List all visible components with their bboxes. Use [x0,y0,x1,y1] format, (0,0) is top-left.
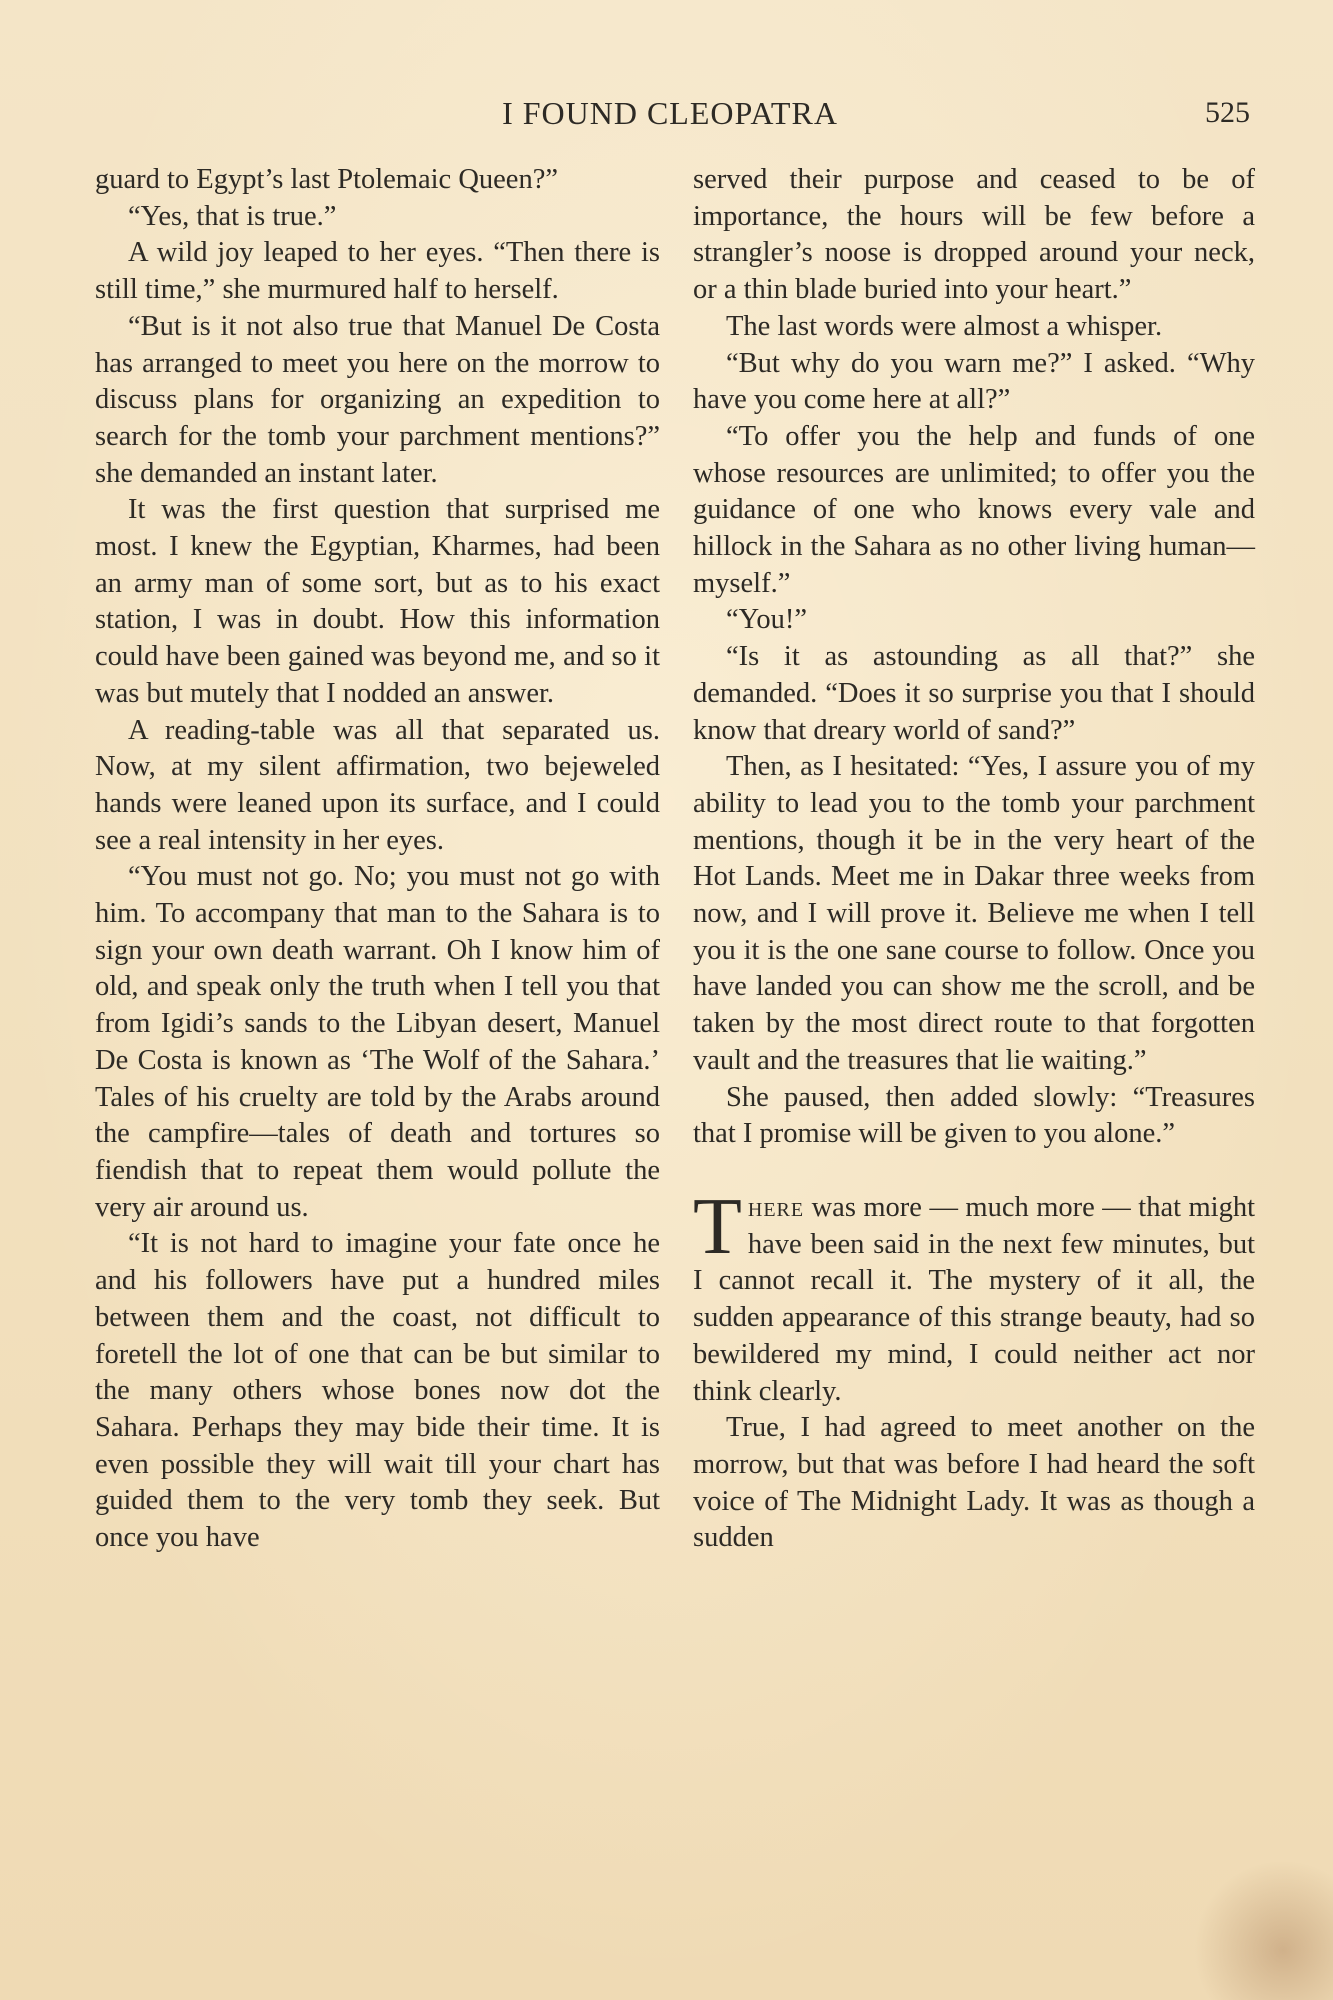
paragraph: “You must not go. No; you must not go with him. To accompany that man to the Sahara is to sign your own death warrant. Oh I know him of old, and speak only the truth when I tell you that from Igidi’s sands to the Libyan desert, Manuel De Costa is known as ‘The Wolf of the Sahara.’ Tales of his cruelty are told by the Arabs around the campfire—tales of death and tortures so fiendish that to repeat them would pollute the very air around us. [95,861,660,1223]
paragraph: “It is not hard to imagine your fate once he and his followers have put a hundred miles between them and the coast, not difficult to foretell the lot of one that can be but similar to the many others whose bones now dot the Sahara. Perhaps they may bide their time. It is even possible they will wait till your chart has guided them to the very tomb they seek. But once you have [95,1228,660,1554]
paragraph: “You!” [726,604,808,636]
paragraph: A wild joy leaped to her eyes. “Then there is still time,” she murmured half to herself. [95,237,660,306]
paragraph: It was the first question that surprised me most. I knew the Egyptian, Kharmes, had been an army man of some sort, but as to his exact station, I was in doubt. How this information could have been gained was beyond me, and so it was but mutely that I nodded an answer. [95,494,660,709]
drop-cap: T [693,1182,742,1271]
section-text: was more — much more — that might have been said in the next few minutes, but I cannot recall it. The mystery of it all, the sudden appearance of this strange beauty, had so bewildered my mind, I could neither act nor think clearly. [693,1191,1255,1407]
paragraph: She paused, then added slowly: “Treasures that I promise will be given to you alone.” [693,1081,1255,1150]
paragraph: “But why do you warn me?” I asked. “Why have you come here at all?” [693,347,1255,416]
paragraph: served their purpose and ceased to be of importance, the hours will be few before a strangler’s noose is dropped around your neck, or a thin blade buried into your heart.” [693,164,1255,306]
running-head [90,88,1250,138]
paragraph: “Is it as astounding as all that?” she demanded. “Does it so surprise you that I should know that dreary world of sand?” [693,641,1255,746]
paragraph: guard to Egypt’s last Ptolemaic Queen?” [95,164,558,195]
right-column [693,162,1255,1557]
paragraph: “But is it not also true that Manuel De Costa has arranged to meet you here on the morrow to discuss plans for organizing an expedition to search for the tomb your parchment mentions?” she demanded an instant later. [95,310,660,489]
running-title: I FOUND CLEOPATRA [502,95,838,131]
page-number: 525 [1205,96,1250,129]
paragraph: “Yes, that is true.” [128,200,337,232]
paragraph: A reading-table was all that separated us. Now, at my silent affirmation, two bejeweled hands were leaned upon its surface, and I could see a real intensity in her eyes. [95,714,660,856]
section-opening-paragraph [693,1182,1255,1410]
paragraph: Then, as I hesitated: “Yes, I assure you of my ability to lead you to the tomb your parchment mentions, though it be in the very heart of the Hot Lands. Meet me in Dakar three weeks from now, and I will prove it. Believe me when I tell you it is the one sane course to follow. Once you have landed you can show me the scroll, and be taken by the most direct route to that forgotten vault and the treasures that lie waiting.” [693,751,1255,1076]
small-caps-lead: here [747,1191,805,1223]
page-stain [1193,1860,1333,2000]
paragraph: “To offer you the help and funds of one whose resources are unlimited; to offer you the guidance of one who knows every vale and hillock in the Sahara as no other living human—myself.” [693,420,1255,599]
paragraph: True, I had agreed to meet another on the morrow, but that was before I had heard the soft voice of The Midnight Lady. It was as though a sudden [693,1412,1255,1554]
paragraph: The last words were almost a whisper. [726,310,1163,342]
left-column [95,162,660,1557]
